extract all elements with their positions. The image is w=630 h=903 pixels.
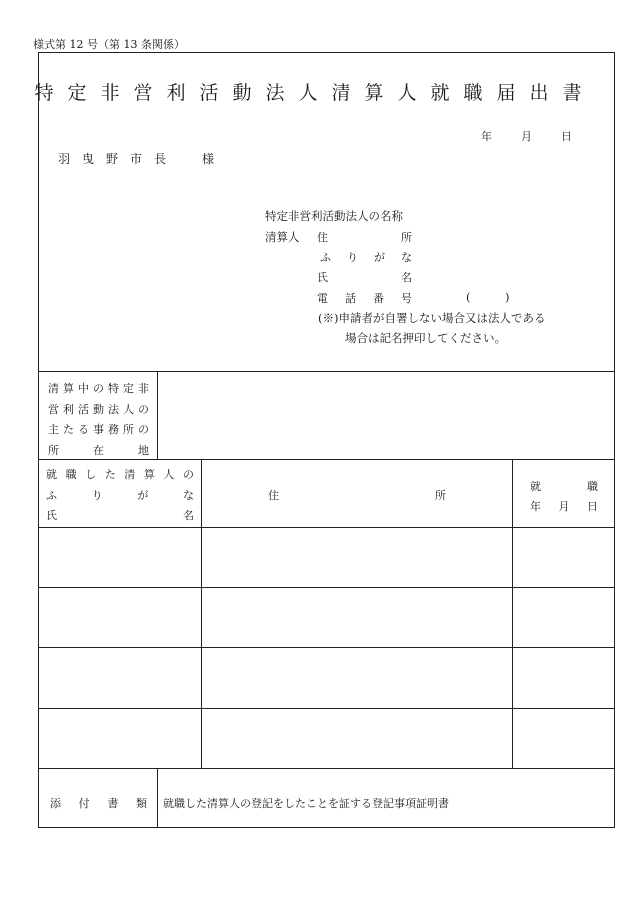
liquidator-address-cell-4[interactable] xyxy=(204,711,509,765)
divider-col1 xyxy=(201,459,202,768)
table-bottom xyxy=(38,768,615,769)
office-label-line1: 清 算 中 の 特 定 非 xyxy=(48,382,149,395)
col-header-appointment-line2: 年 月 日 xyxy=(530,500,598,513)
office-address-field[interactable] xyxy=(160,374,612,456)
liquidator-address-cell-3[interactable] xyxy=(204,650,509,705)
col-header-liquidator-line3: 氏 名 xyxy=(46,509,194,522)
divider-office-vertical xyxy=(157,371,158,459)
org-name-label: 特定非営利活動法人の名称 xyxy=(265,209,403,223)
attachments-value: 就職した清算人の登記をしたことを証する登記事項証明書 xyxy=(163,797,449,810)
table-row-divider xyxy=(38,587,615,588)
table-header-bottom xyxy=(38,527,615,528)
appointment-date-cell-1[interactable] xyxy=(515,530,612,584)
liquidator-name-cell-1[interactable] xyxy=(41,530,198,584)
divider-office-top xyxy=(38,371,615,372)
liquidator-name-cell-4[interactable] xyxy=(41,711,198,765)
liquidator-name-cell-3[interactable] xyxy=(41,650,198,705)
attachments-label: 添 付 書 類 xyxy=(50,797,147,810)
col-header-liquidator-line1: 就 職 し た 清 算 人 の xyxy=(46,468,194,481)
date-month-label: 月 xyxy=(521,130,532,143)
office-label-line3: 主 た る 事 務 所 の xyxy=(48,423,149,436)
addressee: 羽曳野市長 様 xyxy=(58,152,227,166)
divider-attachments-vertical xyxy=(157,768,158,828)
phone-label: 電 話 番 号 xyxy=(317,292,412,305)
appointment-date-cell-4[interactable] xyxy=(515,711,612,765)
signature-note-line1: (※)申請者が自署しない場合又は法人である xyxy=(318,311,546,325)
table-row-divider xyxy=(38,708,615,709)
appointment-date-cell-2[interactable] xyxy=(515,590,612,644)
address-label: 住 所 xyxy=(317,231,412,244)
col-header-appointment-line1: 就 職 xyxy=(530,480,598,493)
divider-table-top xyxy=(38,459,615,460)
office-label-line2: 営 利 活 動 法 人 の xyxy=(48,403,149,416)
phone-paren-open: ( xyxy=(466,290,471,304)
col-header-liquidator-line2: ふ り が な xyxy=(46,489,194,502)
document-title: 特定非営利活動法人清算人就職届出書 xyxy=(34,82,596,104)
phone-paren-close: ) xyxy=(505,290,510,304)
appointment-date-cell-3[interactable] xyxy=(515,650,612,705)
form-number-label: 様式第 12 号（第 13 条関係） xyxy=(33,38,185,51)
table-row-divider xyxy=(38,647,615,648)
divider-col2 xyxy=(512,459,513,768)
office-label-line4: 所 在 地 xyxy=(48,444,149,457)
col-header-address: 住 所 xyxy=(268,489,446,502)
date-day-label: 日 xyxy=(561,130,572,143)
liquidator-label: 清算人 xyxy=(265,230,300,244)
signature-note-line2: 場合は記名押印してください。 xyxy=(345,331,506,345)
liquidator-address-cell-2[interactable] xyxy=(204,590,509,644)
date-year-label: 年 xyxy=(481,130,492,143)
liquidator-address-cell-1[interactable] xyxy=(204,530,509,584)
liquidator-name-cell-2[interactable] xyxy=(41,590,198,644)
name-label: 氏 名 xyxy=(317,271,412,284)
furigana-label: ふ り が な xyxy=(320,251,412,264)
